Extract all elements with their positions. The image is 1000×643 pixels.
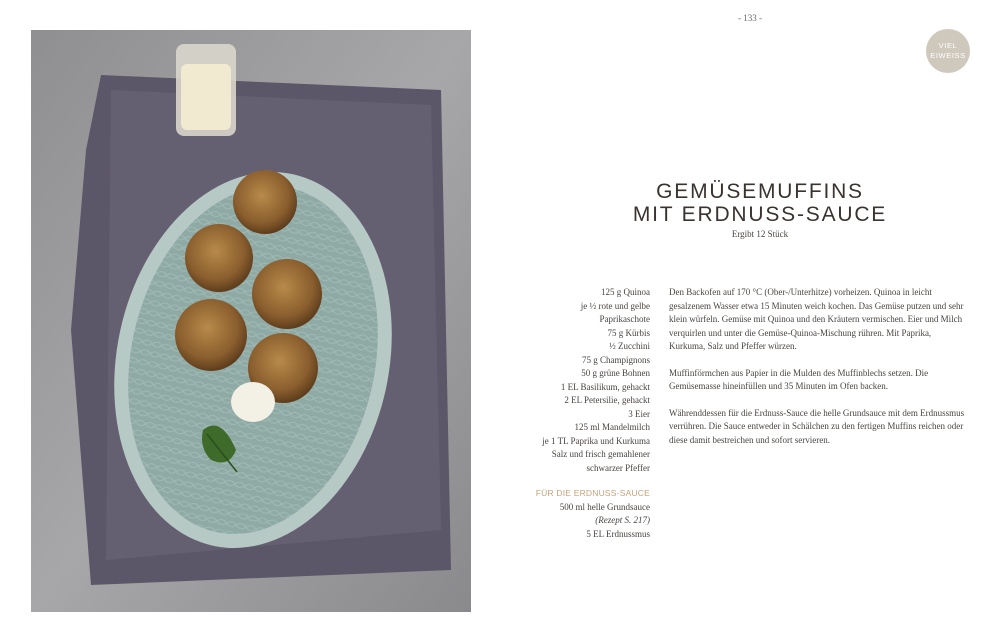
- sauce-heading: FÜR DIE ERDNUSS-SAUCE: [535, 488, 650, 498]
- instruction-paragraph: Muffinförmchen aus Papier in die Mulden des Muffinblechs setzen. Die Gemüsemasse hineinfüllen und 35 Minuten im Ofen backen.: [669, 367, 929, 391]
- ingredient-item: 3 Eier: [628, 408, 650, 419]
- ingredient-item: je ½ rote und gelbe: [580, 300, 650, 311]
- sauce-recipe-reference: (Rezept S. 217): [595, 515, 650, 525]
- milk: [181, 64, 231, 130]
- badge-line-2: EIWEISS: [930, 51, 966, 60]
- instruction-paragraph: Währenddessen für die Erdnuss-Sauce die helle Grundsauce mit dem Erdnussmus verrühren. Die Sauce entweder in Schälchen zu den fertigen Muffins reichen oder diese damit bestreichen und sofort servieren.: [669, 407, 965, 445]
- muffin: [185, 224, 253, 292]
- muffin: [233, 170, 297, 234]
- recipe-title-line-2: MIT ERDNUSS-SAUCE: [632, 203, 888, 226]
- food-photo: [31, 30, 471, 612]
- muffin: [175, 299, 247, 371]
- ingredient-item: 75 g Champignons: [581, 354, 650, 365]
- sauce-ingredient-item: 5 EL Erdnussmus: [586, 528, 650, 539]
- recipe-yield: Ergibt 12 Stück: [731, 229, 789, 239]
- ingredient-item: 75 g Kürbis: [607, 327, 650, 338]
- badge-line-1: VIEL: [938, 41, 958, 50]
- page-number: - 133 -: [738, 13, 762, 23]
- ingredient-list: [510, 286, 650, 541]
- food-photo-illustration: [31, 30, 471, 612]
- ingredient-item: 50 g grüne Bohnen: [581, 368, 650, 378]
- ingredient-item: Paprikaschote: [599, 314, 650, 324]
- ingredient-item: schwarzer Pfeffer: [586, 462, 650, 473]
- high-protein-badge: [926, 29, 970, 73]
- ingredient-item: ½ Zucchini: [609, 341, 650, 351]
- recipe-title-line-1: GEMÜSEMUFFINS: [656, 180, 864, 203]
- instruction-paragraph: Den Backofen auf 170 °C (Ober-/Unterhitze) vorheizen. Quinoa in leicht gesalzenem Wasser etwa 15 Minuten weich kochen. Das Gemüse putzen und sehr klein würfeln. Gemüse mit Quinoa und den Kräutern vermischen. Eier und Milch verquirlen und unter die Gemüse-Quinoa-Mischung rühren. Mit Paprika, Kurkuma, Salz und Pfeffer würzen.: [669, 287, 964, 351]
- ingredient-item: 2 EL Petersilie, gehackt: [564, 395, 650, 405]
- ingredient-item: 125 g Quinoa: [601, 287, 650, 297]
- instructions: [669, 286, 969, 460]
- sauce-ingredient-item: 500 ml helle Grundsauce: [559, 501, 650, 512]
- ingredient-item: 125 ml Mandelmilch: [574, 422, 650, 432]
- recipe-title-block: [600, 180, 920, 239]
- ingredient-item: Salz und frisch gemahlener: [551, 449, 650, 459]
- ingredient-item: je 1 TL Paprika und Kurkuma: [542, 435, 650, 446]
- muffin: [252, 259, 322, 329]
- ingredient-item: 1 EL Basilikum, gehackt: [560, 381, 650, 392]
- sauce-dollop: [231, 382, 275, 422]
